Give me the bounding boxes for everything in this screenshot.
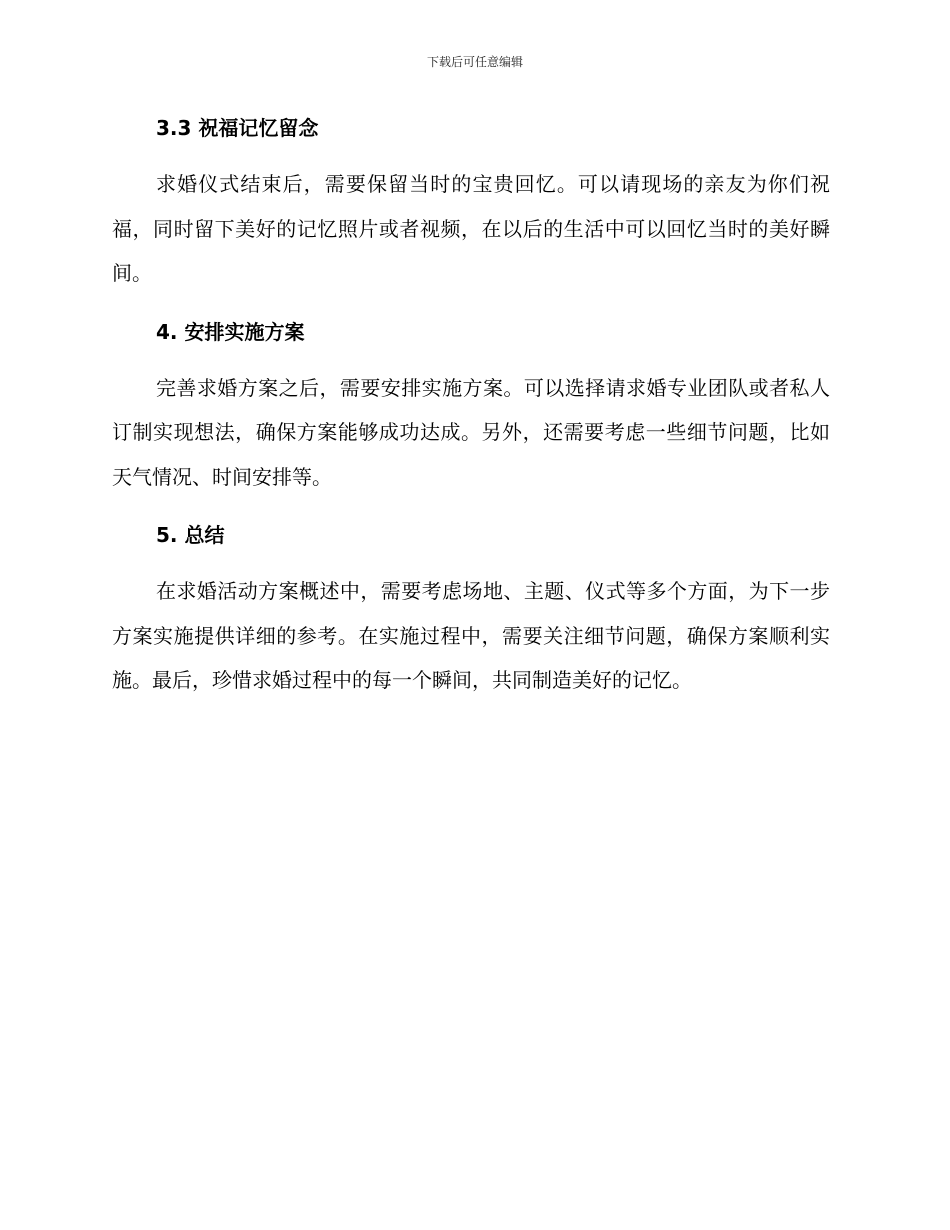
section-heading-implementation-plan: 4. 安排实施方案 [156,319,305,344]
document-body [112,112,830,703]
section-heading-summary: 5. 总结 [156,523,225,547]
page-header: 下载后可任意编辑 [426,55,523,69]
section-paragraph-summary: 在求婚活动方案概述中，需要考虑场地、主题、仪式等多个方面，为下一步方案实施提供详细的参考。在实施过程中，需要关注细节问题，确保方案顺利实施。最后，珍惜求婚过程中的每一个瞬间，共同制造美好的记忆。 [112,579,830,692]
section-paragraph-implementation-plan: 完善求婚方案之后，需要安排实施方案。可以选择请求婚专业团队或者私人订制实现想法，确保方案能够成功达成。另外，还需要考虑一些细节问题，比如天气情况、时间安排等。 [112,375,830,489]
section-heading-blessing-memories: 3.3 祝福记忆留念 [156,116,319,140]
section-paragraph-blessing-memories: 求婚仪式结束后，需要保留当时的宝贵回忆。可以请现场的亲友为你们祝福，同时留下美好的记忆照片或者视频，在以后的生活中可以回忆当时的美好瞬间。 [112,172,830,285]
